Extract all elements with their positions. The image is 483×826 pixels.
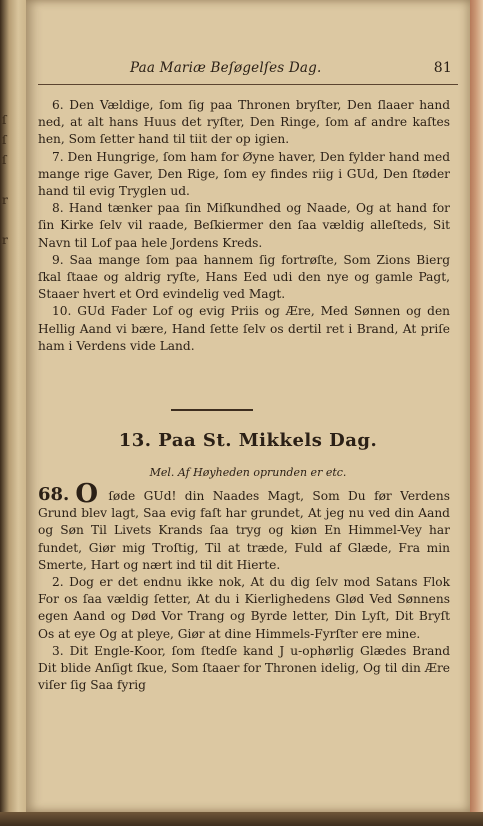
page-edge-right — [470, 0, 483, 812]
book-page — [26, 0, 470, 812]
book-binding — [0, 0, 26, 826]
verse-6: 6. Den Vældige, ſom ſig paa Thronen bryſter, Den ſlaaer hand ned, at alt hans Huus det ryſter, Den Ringe, ſom af andre kaſtes hen, Som ſetter hand til tiit der op igien. — [38, 98, 450, 147]
verses-continued — [38, 97, 450, 355]
section-divider — [171, 409, 253, 411]
hymn-68 — [38, 479, 450, 694]
hymn-verse-3: 3. Dit Engle-Koor, ſom ſtedſe kand J u-ophørlig Glædes Brand Dit blide Anſigt ſkue, Som ſtaaer for Thronen idelig, Og til din Ære viſer ſig Saa fyrig — [38, 643, 450, 693]
melody-note: Mel. Af Høyheden oprunden er etc. — [149, 466, 347, 479]
hymn-first-verse — [38, 479, 450, 574]
drop-cap: O — [75, 479, 98, 509]
header-rule — [38, 84, 458, 85]
page-number: 81 — [433, 60, 452, 76]
first-verse-text: ſøde GUd! din Naades Magt, Som Du før Verdens Grund blev lagt, Saa evig faſt har grundet, At jeg nu ved din Aand og Søn Til Livets Krands ſaa tryg og kiøn En Himmel-Vey har fundet, Giør mig Troſtig, Til at træde, Fuld af Glæde, Fra min Smerte, Hart og nært ind til dit Hierte. — [38, 489, 450, 572]
verse-10: 10. GUd Fader Lof og evig Priis og Ære, Med Sønnen og den Hellig Aand vi bære, Hand ſette ſelv os dertil ret i Brand, At priſe ham i Verdens vide Land. — [38, 304, 450, 353]
verse-7: 7. Den Hungrige, ſom ham for Øyne haver, Den fylder hand med mange rige Gaver, Den Rige, ſom ey findes riig i GUd, Den ſtøder hand til evig Tryglen ud. — [38, 149, 450, 199]
hymn-number: 68. — [38, 484, 70, 505]
hymn-heading: 13. Paa St. Mikkels Dag. — [118, 430, 378, 451]
running-title: Paa Mariæ Beſøgelſes Dag. — [130, 60, 322, 76]
verse-8: 8. Hand tænker paa ſin Miſkundhed og Naade, Og at hand for ſin Kirke ſelv vil raade, Beſkiermer den ſaa vældig alleſteds, Sit Navn til Lof paa hele Jordens Kreds. — [38, 201, 450, 250]
hymn-verse-2: 2. Dog er det endnu ikke nok, At du dig ſelv mod Satans Flok For os ſaa vældig ſetter, At du i Kierlighedens Glød Ved Sønnens egen Aand og Død Vor Trang og Byrde letter, Din Lyſt, Dit Bryſt Os at eye Og at pleye, Giør at dine Himmels-Fyrſter ere mine. — [38, 575, 450, 641]
page-bottom-edge — [0, 812, 483, 826]
verse-9: 9. Saa mange ſom paa hannem ſig fortrøſte, Som Zions Bierg ſkal ſtaae og aldrig ryſte, Hans Eed udi den nye og gamle Pagt, Staaer hvert et Ord evindelig ved Magt. — [38, 252, 450, 302]
facing-page-edge-text: ſ ſ ſ r r — [2, 113, 8, 247]
